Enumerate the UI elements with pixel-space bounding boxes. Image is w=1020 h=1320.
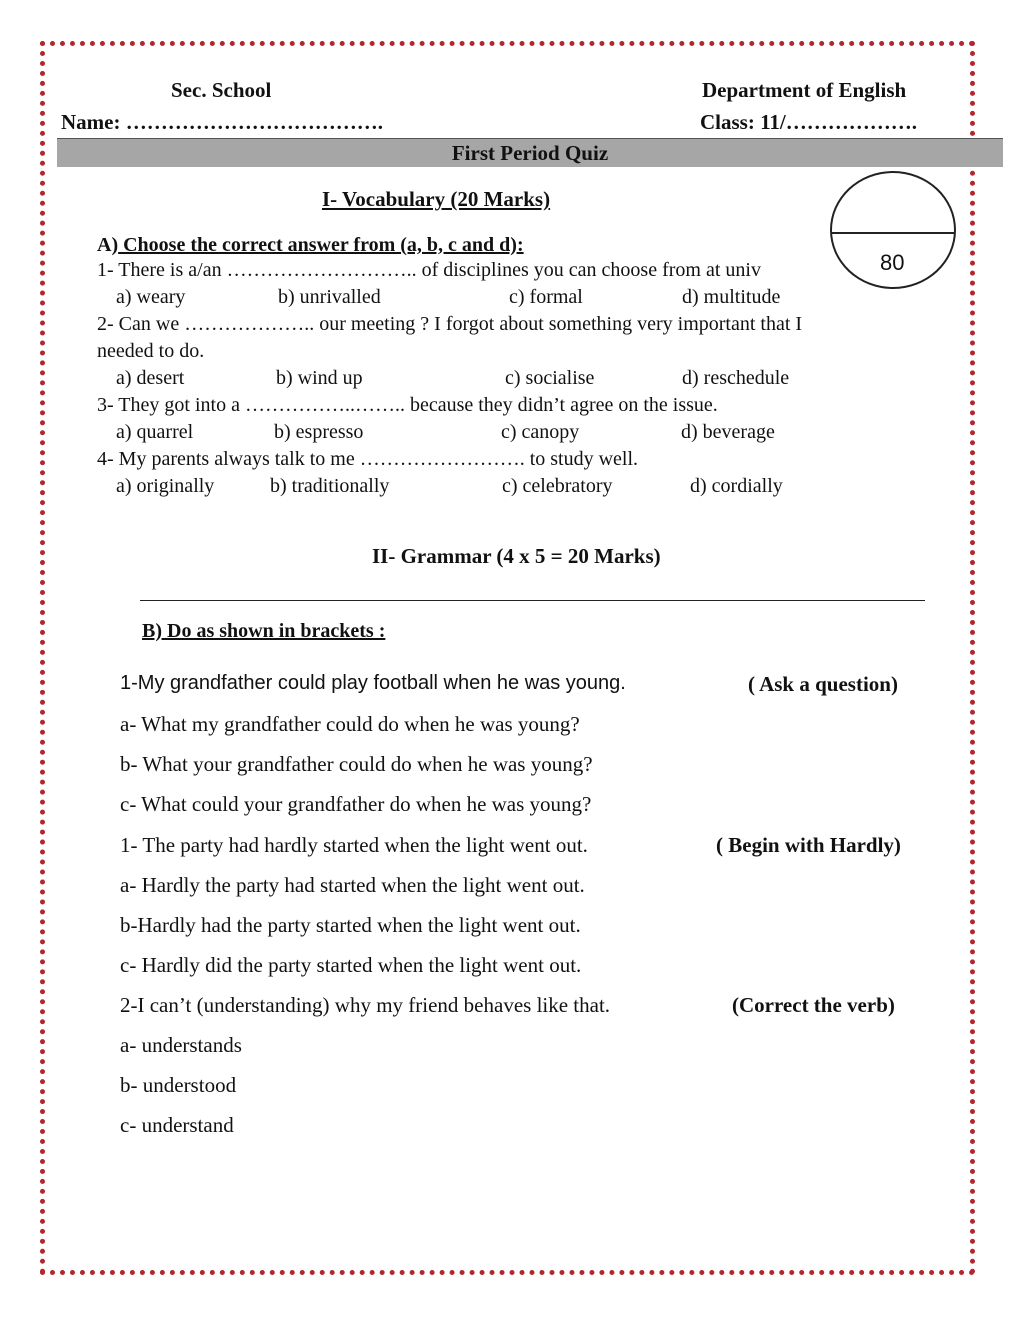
vocab-q4-option-a: a) originally	[116, 475, 215, 497]
grammar-item-2-choice-b: b-Hardly had the party started when the light went out.	[120, 913, 581, 937]
quiz-title-bar	[57, 138, 1003, 167]
school-name: Sec. School	[171, 78, 272, 102]
quiz-title: First Period Quiz	[451, 141, 609, 165]
vocab-question-4: 4- My parents always talk to me ……………………. to study well.	[97, 448, 639, 470]
vocab-q4-option-c: c) celebratory	[502, 475, 613, 497]
grammar-item-2-choice-c: c- Hardly did the party started when the light went out.	[120, 953, 582, 977]
grammar-item-2-bracket: ( Begin with Hardly)	[716, 833, 901, 857]
grammar-item-2-choice-a: a- Hardly the party had started when the light went out.	[120, 873, 585, 897]
department-name: Department of English	[702, 78, 907, 102]
vocab-q3-option-c: c) canopy	[501, 421, 580, 443]
grammar-item-1-bracket: ( Ask a question)	[748, 672, 898, 696]
grammar-item-3-bracket: (Correct the verb)	[732, 993, 895, 1017]
vocab-q1-option-c: c) formal	[509, 286, 583, 308]
instruction-prefix: A)	[97, 234, 119, 256]
vocab-q3-option-b: b) espresso	[274, 421, 364, 443]
vocab-question-3: 3- They got into a ……………..…….. because they didn’t agree on the issue.	[97, 394, 718, 416]
vocab-q3-option-d: d) beverage	[681, 421, 775, 443]
vocab-q2-option-d: d) reschedule	[682, 367, 790, 389]
vocab-question-2: 2- Can we ……………….. our meeting ? I forgot about something very important that I	[97, 313, 803, 335]
vocab-q3-option-a: a) quarrel	[116, 421, 194, 443]
vocabulary-instruction	[97, 234, 524, 257]
grammar-item-3-prompt: 2-I can’t (understanding) why my friend behaves like that.	[120, 993, 611, 1017]
grammar-instruction: B) Do as shown in brackets :	[142, 620, 386, 642]
grammar-item-3-choice-b: b- understood	[120, 1073, 237, 1097]
vocab-q2-option-a: a) desert	[116, 367, 185, 389]
vocabulary-title: I- Vocabulary (20 Marks)	[322, 187, 551, 211]
section-divider	[140, 600, 925, 601]
grammar-title: II- Grammar (4 x 5 = 20 Marks)	[372, 544, 661, 568]
vocab-q2-option-c: c) socialise	[505, 367, 595, 389]
vocab-q1-option-b: b) unrivalled	[278, 286, 381, 308]
vocab-question-1: 1- There is a/an ……………………….. of disciplines you can choose from at univ	[97, 259, 761, 281]
score-circle-divider	[831, 232, 955, 234]
vocab-q1-option-a: a) weary	[116, 286, 186, 308]
student-name-field: Name: ……………………………….	[61, 110, 383, 134]
grammar-item-1-choice-a: a- What my grandfather could do when he was young?	[120, 712, 580, 736]
vocab-q4-option-d: d) cordially	[690, 475, 783, 497]
score-total: 80	[880, 250, 905, 275]
vocab-q1-option-d: d) multitude	[682, 286, 781, 308]
vocab-q2-option-b: b) wind up	[276, 367, 363, 389]
class-field: Class: 11/……………….	[700, 110, 918, 134]
instruction-text: Choose the correct answer from (a, b, c and d):	[118, 234, 524, 256]
vocab-q4-option-b: b) traditionally	[270, 475, 390, 497]
grammar-item-2-prompt: 1- The party had hardly started when the light went out.	[120, 833, 588, 857]
vocab-question-2-cont: needed to do.	[97, 340, 205, 362]
grammar-item-1-prompt: 1-My grandfather could play football when he was young.	[120, 672, 626, 694]
grammar-item-1-choice-b: b- What your grandfather could do when he was young?	[120, 752, 593, 776]
grammar-item-1-choice-c: c- What could your grandfather do when he was young?	[120, 792, 592, 816]
grammar-item-3-choice-c: c- understand	[120, 1113, 234, 1137]
grammar-item-3-choice-a: a- understands	[120, 1033, 242, 1057]
